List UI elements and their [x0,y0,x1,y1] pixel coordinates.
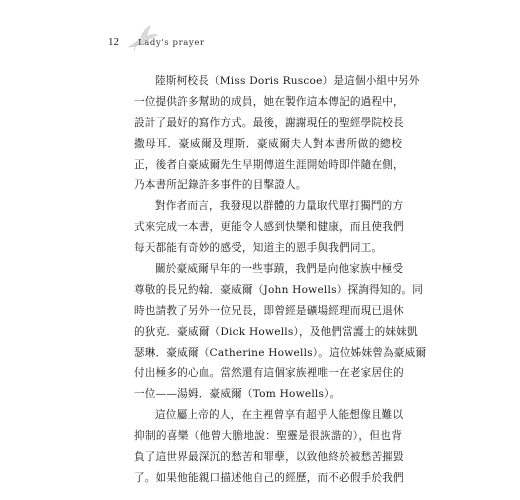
text-line: 瑟琳．豪威爾（Catherine Howells）。這位姊妹曾為豪威爾 [134,346,427,359]
text-line: 正，後者自豪威爾先生早期傳道生涯開始時即伴隨在側， [134,158,404,171]
page-number: 12 [108,36,119,48]
text-line: 陸斯柯校長（Miss Doris Ruscoe）是這個小組中另外 [155,75,420,87]
text-line: 對作者而言，我發現以群體的力量取代單打獨鬥的方 [155,200,404,213]
text-line: 尊敬的長兄約翰．豪威爾（John Howells）探詢得知的。同 [134,283,424,296]
text-line: 關於豪威爾早年的一些事蹟，我們是向他家族中極受 [155,263,404,276]
text-line: 撒母耳．豪威爾及理斯．豪威爾夫人對本書所做的總校 [134,137,402,150]
text-line: 每天都能有奇妙的感受，知道主的恩手與我們同工。 [134,242,383,255]
running-title: Lady's prayer [138,38,205,48]
paragraph [134,71,420,196]
page-header [108,24,248,64]
text-line: 一位提供許多幫助的成員，她在製作這本傳記的過程中， [134,95,404,108]
text-line: 這位屬上帝的人，在主裡曾享有超乎人能想像且難以 [155,409,404,422]
text-line: 的狄克．豪威爾（Dick Howells），及他們當護士的妹妹凱 [134,325,418,338]
paragraph [134,259,427,405]
text-line: 一位——湯姆．豪威爾（Tom Howells）。 [134,388,341,401]
text-line: 設計了最好的寫作方式。最後，謝謝現任的聖經學院校長 [134,116,404,129]
body-text [134,71,427,489]
text-line: 式來完成一本書，更能令人感到快樂和健康，而且使我們 [134,221,404,234]
paragraph [134,405,402,489]
text-line: 了。如果他能親口描述他自己的經歷，而不必假手於我們 [134,471,404,484]
text-line: 抑制的喜樂（他曾大膽地說：聖靈是很詼諧的），但也背 [134,430,402,443]
text-line: 時也請教了另外一位兄長，即曾經是礦場經理而現已退休 [134,304,404,317]
text-line: 乃本書所記錄許多事件的目擊證人。 [134,179,307,192]
text-line: 負了這世界最深沉的愁苦和罪孽，以致他終於被愁苦摧毀 [134,451,404,464]
text-line: 付出極多的心血。當然還有這個家族裡唯一在老家居住的 [134,367,404,380]
paragraph [134,196,402,259]
